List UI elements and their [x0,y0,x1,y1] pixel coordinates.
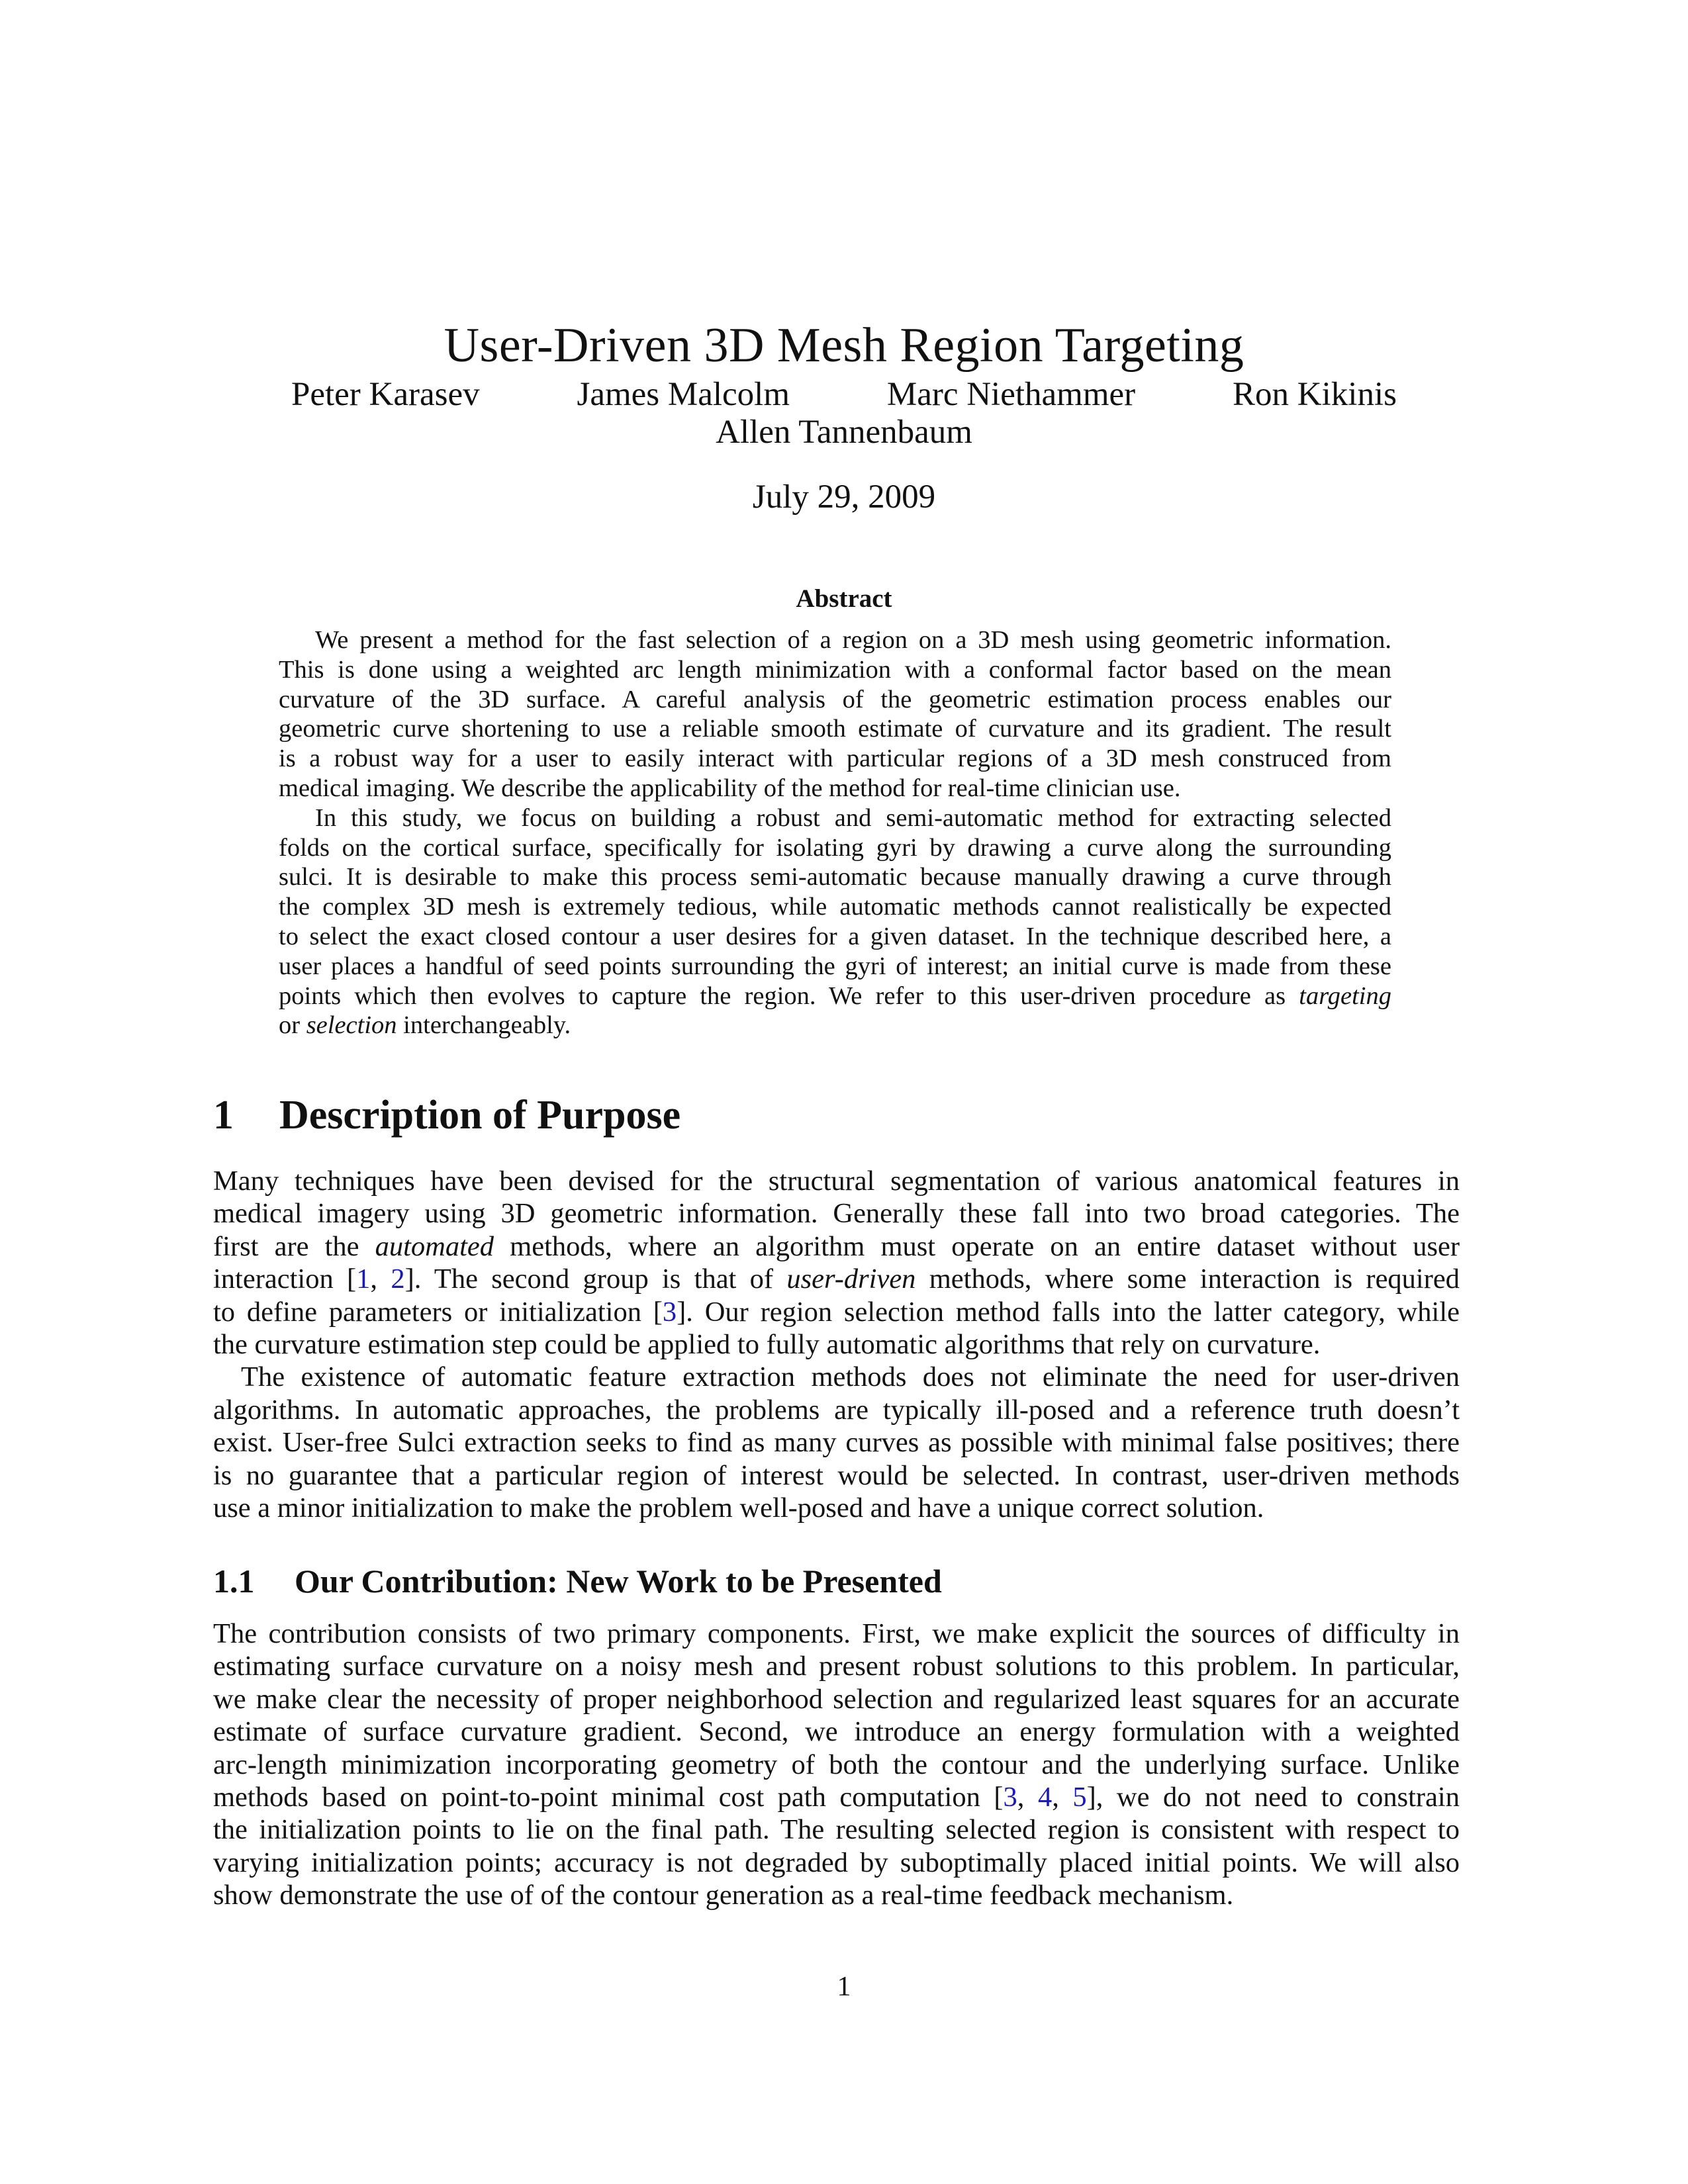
paragraph [213,1361,1460,1524]
text-run: curvature of the 3D surface. A careful analysis of the geometric estimation process enables our [279,685,1391,713]
text-run: We present a method for the fast selection of a region on a 3D mesh using geometric information. [315,626,1391,654]
text-line [279,1011,1391,1040]
emphasized-text: user-driven [786,1263,916,1295]
text-run: is no guarantee that a particular region of interest would be selected. In contrast, user-driven methods [213,1459,1460,1491]
text-run: methods, where some interaction is required [915,1263,1460,1295]
text-run: ], we do not need to constrain [1086,1781,1460,1813]
text-run: to define parameters or initialization [ [213,1296,663,1328]
paragraph [213,1165,1460,1361]
section-title: Description of Purpose [279,1093,681,1138]
text-run: sulci. It is desirable to make this process semi-automatic because manually drawing a curve through [279,863,1391,891]
text-line [213,1296,1460,1328]
author-name: James Malcolm [577,376,790,413]
text-run: estimating surface curvature on a noisy mesh and present robust solutions to this problem. In particular, [213,1651,1460,1682]
paragraph [279,625,1391,803]
citation-link[interactable]: 3 [662,1296,677,1328]
text-run: medical imagery using 3D geometric information. Generally these fall into two broad categories. The [213,1198,1460,1230]
text-line [279,625,1391,655]
text-line [213,1781,1460,1813]
text-run: exist. User-free Sulci extraction seeks to find as many curves as possible with minimal false positives; there [213,1427,1460,1459]
text-line [279,803,1391,833]
text-run: , [370,1263,391,1295]
text-line [213,1230,1460,1263]
text-line [213,1617,1460,1650]
author-name: Peter Karasev [291,376,480,413]
page-number: 1 [837,1972,851,2002]
text-run: the curvature estimation step could be applied to fully automatic algorithms that rely on curvature. [213,1328,1321,1360]
text-run: show demonstrate the use of of the contour generation as a real-time feedback mechanism. [213,1880,1234,1911]
text-line [279,833,1391,863]
text-line [279,685,1391,715]
text-line [279,981,1391,1011]
paragraph [279,803,1391,1040]
text-line [279,774,1391,803]
text-run: , [1052,1781,1073,1813]
author-list [291,375,1397,414]
text-run: first are the [213,1230,375,1262]
text-run: the initialization points to lie on the final path. The resulting selected region is consistent with respect to [213,1814,1460,1846]
author-name: Allen Tannenbaum [716,414,972,451]
section-number: 1 [213,1093,234,1138]
text-line [213,1165,1460,1197]
text-run: to select the exact closed contour a user desires for a given dataset. In the technique described here, a [279,922,1391,950]
text-line [213,1846,1460,1879]
text-line [213,1879,1460,1911]
text-line [213,1749,1460,1781]
emphasized-text: automated [375,1230,494,1262]
text-run: medical imaging. We describe the applicability of the method for real-time clinician use. [279,774,1181,802]
text-run: methods, where an algorithm must operate on an entire dataset without user [494,1230,1460,1262]
text-line [213,1394,1460,1426]
text-line [213,1715,1460,1748]
text-line [213,1459,1460,1492]
paper-date: July 29, 2009 [752,478,936,516]
section-heading [213,1092,680,1139]
citation-link[interactable]: 5 [1072,1781,1087,1813]
text-run: methods based on point-to-point minimal cost path computation [ [213,1781,1004,1813]
subsection-title: Our Contribution: New Work to be Presented [295,1563,942,1600]
text-line [279,714,1391,744]
text-run: or [279,1011,306,1040]
author-name: Ron Kikinis [1233,376,1397,413]
text-run: algorithms. In automatic approaches, the problems are typically ill-posed and a reference truth doesn’t [213,1394,1460,1426]
subsection-number: 1.1 [213,1563,255,1600]
text-line [213,1197,1460,1230]
text-run: is a robust way for a user to easily interact with particular regions of a 3D mesh construced from [279,745,1391,773]
text-run: geometric curve shortening to use a reliable smooth estimate of curvature and its gradient. The result [279,715,1391,743]
citation-link[interactable]: 3 [1003,1781,1017,1813]
text-line [213,1263,1460,1295]
text-run: interchangeably. [397,1011,571,1040]
text-line [279,862,1391,892]
text-run: estimate of surface curvature gradient. Second, we introduce an energy formulation with a weighted [213,1716,1460,1748]
text-run: interaction [ [213,1263,357,1295]
text-run: use a minor initialization to make the problem well-posed and have a unique correct solution. [213,1492,1264,1524]
emphasized-text: targeting [1299,981,1391,1010]
author-name: Marc Niethammer [886,376,1136,413]
citation-link[interactable]: 4 [1037,1781,1053,1813]
text-line [279,892,1391,922]
text-run: ]. The second group is that of [404,1263,787,1295]
text-line [213,1426,1460,1459]
text-run: folds on the cortical surface, specifically for isolating gyri by drawing a curve along the surrounding [279,833,1391,862]
text-run: Many techniques have been devised for the structural segmentation of various anatomical features in [213,1165,1460,1197]
text-run: , [1017,1781,1038,1813]
text-run: The existence of automatic feature extraction methods does not eliminate the need for user-driven [241,1361,1460,1393]
subsection-heading [213,1562,942,1600]
abstract-heading: Abstract [796,584,892,613]
text-line [213,1813,1460,1846]
text-run: ]. Our region selection method falls into the latter category, while [677,1296,1460,1328]
emphasized-text: selection [306,1011,397,1040]
text-run: the complex 3D mesh is extremely tedious, while automatic methods cannot realistically be expected [279,893,1391,921]
text-line [279,952,1391,981]
text-line [213,1683,1460,1715]
text-line [213,1328,1460,1361]
text-run: we make clear the necessity of proper neighborhood selection and regularized least squares for an accurate [213,1683,1460,1715]
text-line [213,1650,1460,1682]
citation-link[interactable]: 1 [356,1263,371,1295]
text-run: user places a handful of seed points surrounding the gyri of interest; an initial curve is made from these [279,952,1391,980]
text-run: The contribution consists of two primary components. First, we make explicit the sources of difficulty in [213,1618,1460,1649]
abstract-body [279,625,1391,1040]
citation-link[interactable]: 2 [391,1263,405,1295]
paragraph [213,1617,1460,1912]
section-body [213,1165,1460,1524]
text-line [279,655,1391,685]
text-line [279,922,1391,952]
text-run: varying initialization points; accuracy is not degraded by suboptimally placed initial points. We will also [213,1846,1460,1878]
paper-title: User-Driven 3D Mesh Region Targeting [444,318,1244,373]
text-run: arc-length minimization incorporating geometry of both the contour and the underlying surface. Unlike [213,1749,1460,1780]
text-line [213,1492,1460,1524]
text-run: In this study, we focus on building a robust and semi-automatic method for extracting selected [315,803,1391,832]
text-line [279,744,1391,774]
subsection-body [213,1617,1460,1912]
text-run: This is done using a weighted arc length minimization with a conformal factor based on the mean [279,655,1391,684]
text-run: points which then evolves to capture the region. We refer to this user-driven procedure as [279,981,1299,1010]
text-line [213,1361,1460,1393]
